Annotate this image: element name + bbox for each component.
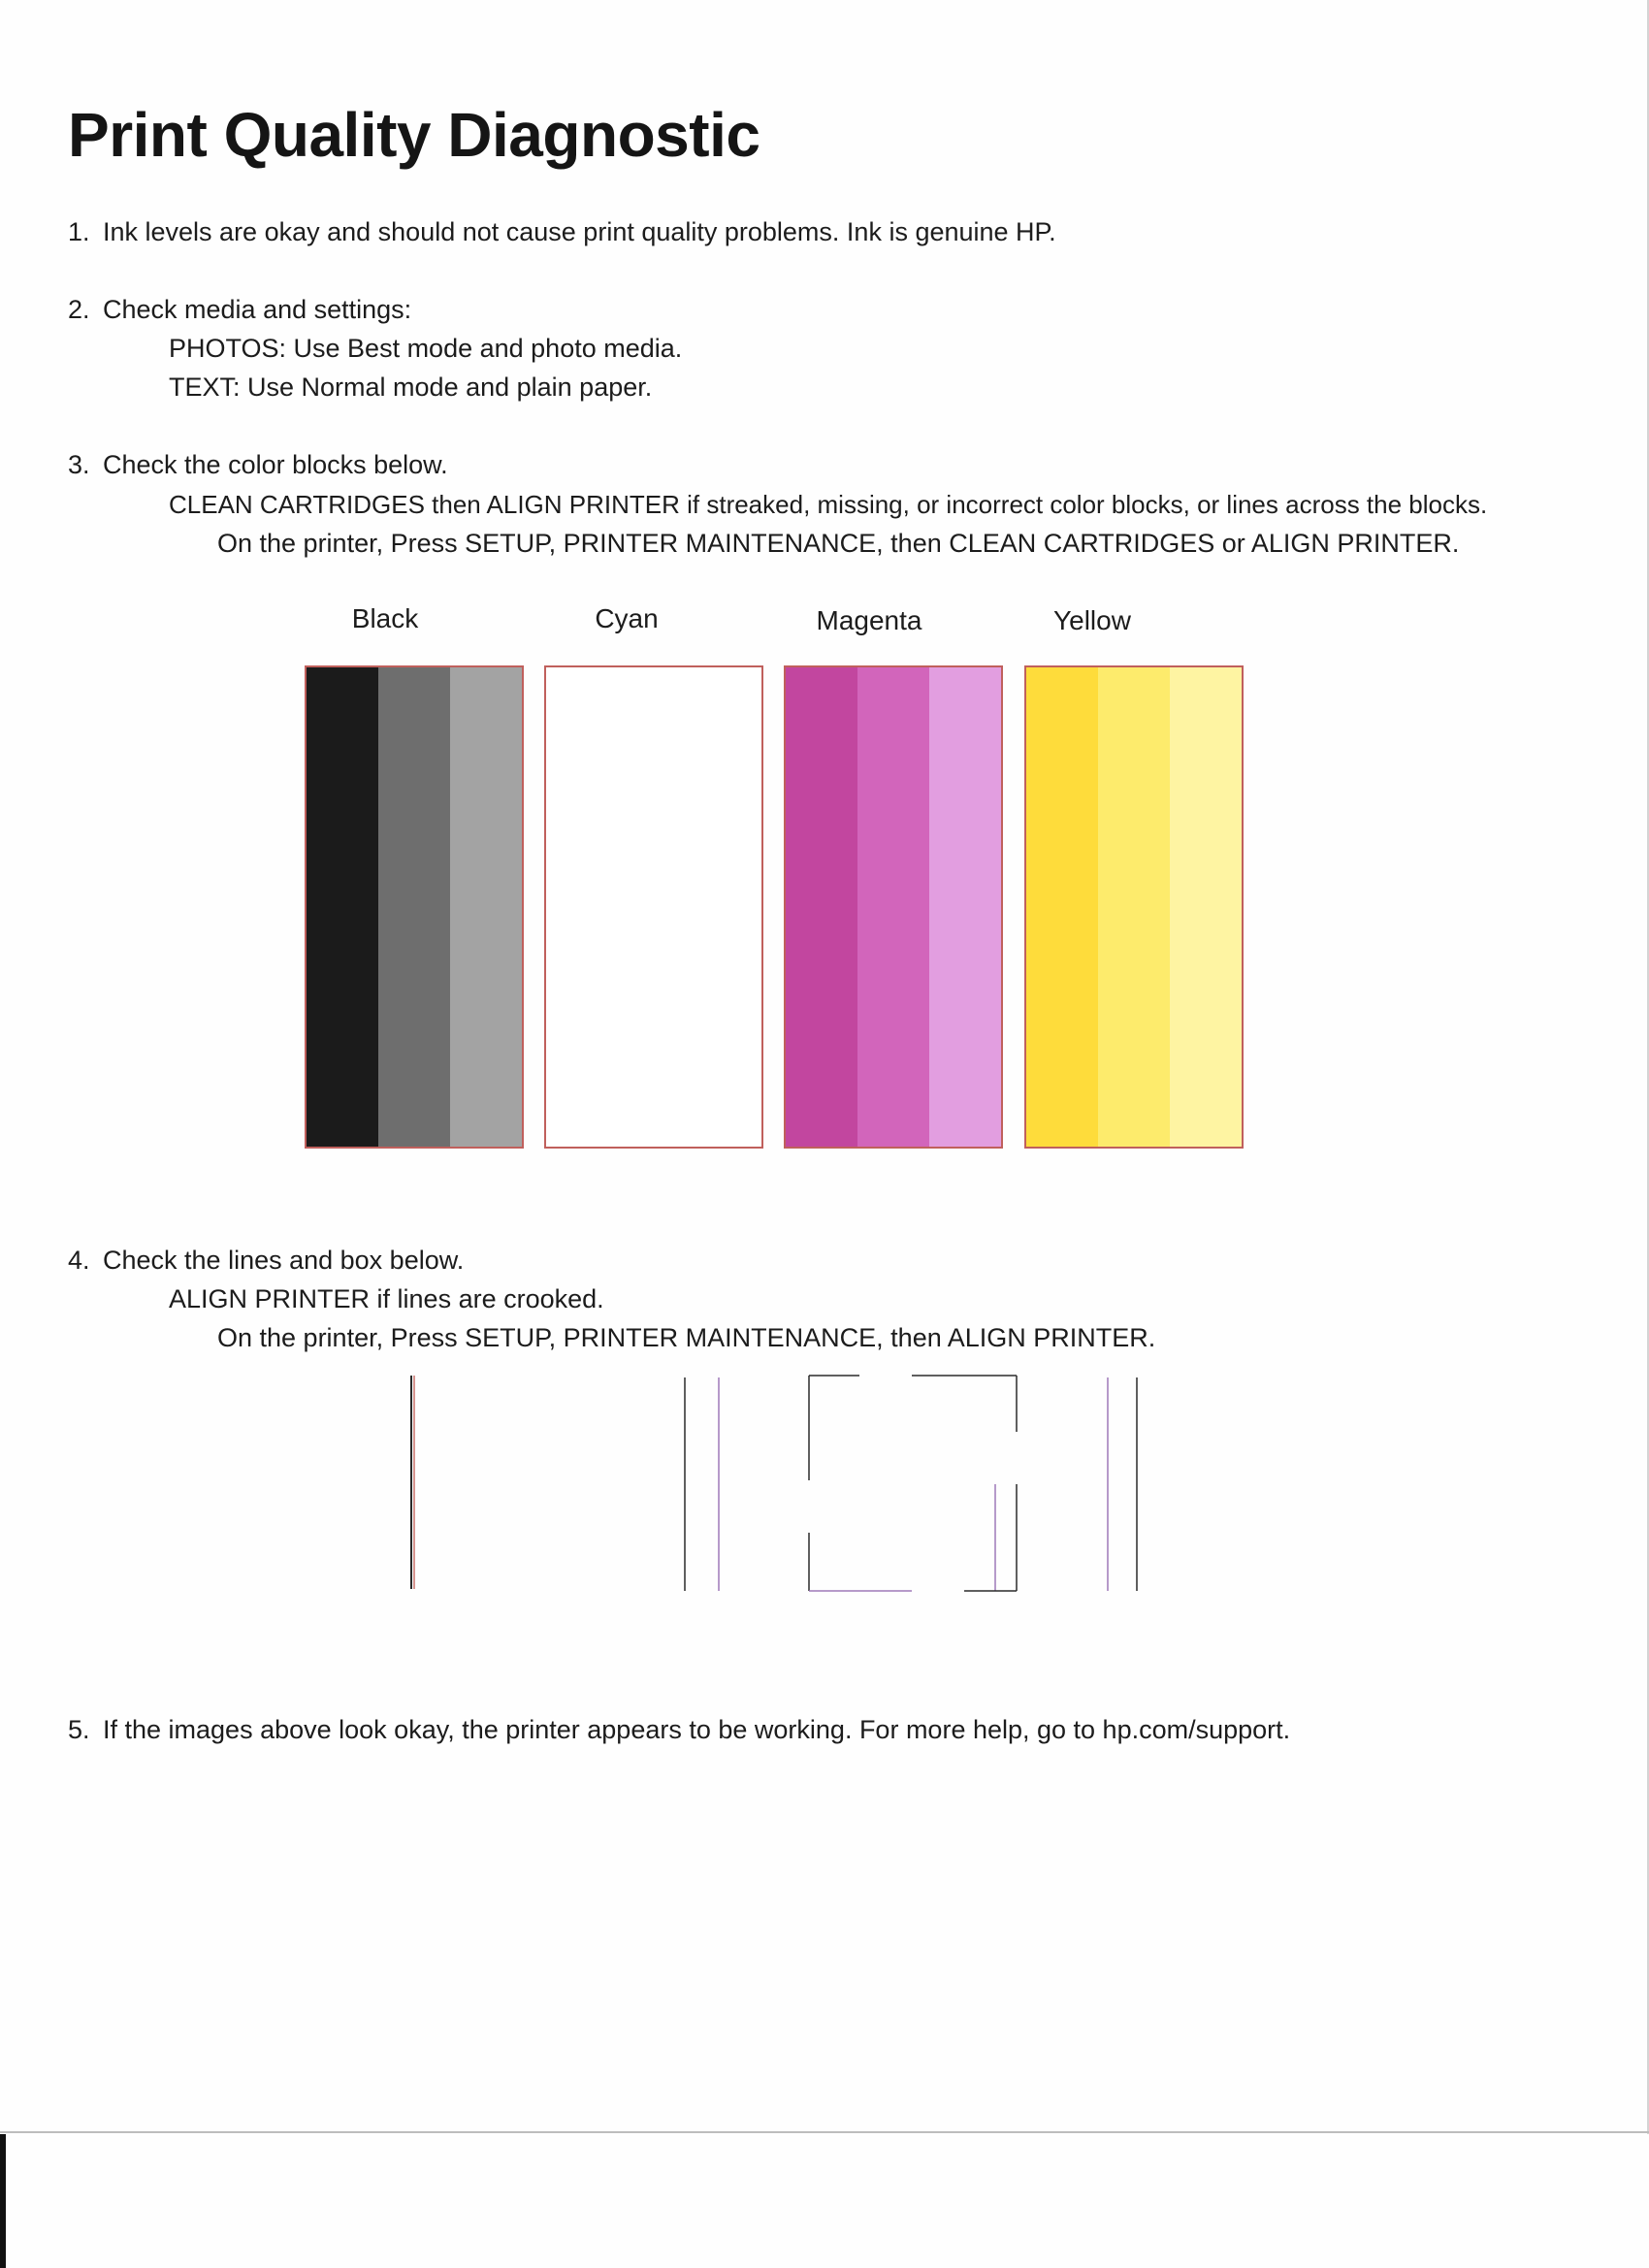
item-number: 2. xyxy=(68,295,90,324)
item-number: 4. xyxy=(68,1246,90,1275)
item-text: Check the lines and box below. xyxy=(103,1246,465,1275)
color-label-cyan: Cyan xyxy=(595,603,659,633)
item-number: 3. xyxy=(68,450,90,479)
item-text: If the images above look okay, the printer appears to be working. For more help, go to hp.com/support. xyxy=(103,1715,1291,1744)
item-number: 1. xyxy=(68,217,90,246)
item-4-sub-instructions: On the printer, Press SETUP, PRINTER MAINTENANCE, then ALIGN PRINTER. xyxy=(217,1323,1156,1352)
color-label-black: Black xyxy=(351,603,419,633)
scan-edge-rule xyxy=(0,2131,1649,2133)
item-2-sub-photos: PHOTOS: Use Best mode and photo media. xyxy=(169,334,683,363)
page-title: Print Quality Diagnostic xyxy=(68,100,760,170)
item-text: Check media and settings: xyxy=(103,295,412,324)
item-4-sub-align: ALIGN PRINTER if lines are crooked. xyxy=(169,1284,604,1313)
scan-edge-mark xyxy=(0,2134,6,2268)
item-text: Check the color blocks below. xyxy=(103,450,448,479)
color-label-yellow: Yellow xyxy=(1053,605,1131,635)
item-5 xyxy=(68,1715,1290,1745)
item-3-sub-clean: CLEAN CARTRIDGES then ALIGN PRINTER if streaked, missing, or incorrect color blocks, or lines across the blocks. xyxy=(169,490,1488,519)
item-3-sub-instructions: On the printer, Press SETUP, PRINTER MAINTENANCE, then CLEAN CARTRIDGES or ALIGN PRINTER. xyxy=(217,529,1460,558)
item-2-sub-text: TEXT: Use Normal mode and plain paper. xyxy=(169,373,653,402)
item-text: Ink levels are okay and should not cause print quality problems. Ink is genuine HP. xyxy=(103,217,1056,246)
item-number: 5. xyxy=(68,1715,90,1744)
color-label-magenta: Magenta xyxy=(816,605,922,635)
